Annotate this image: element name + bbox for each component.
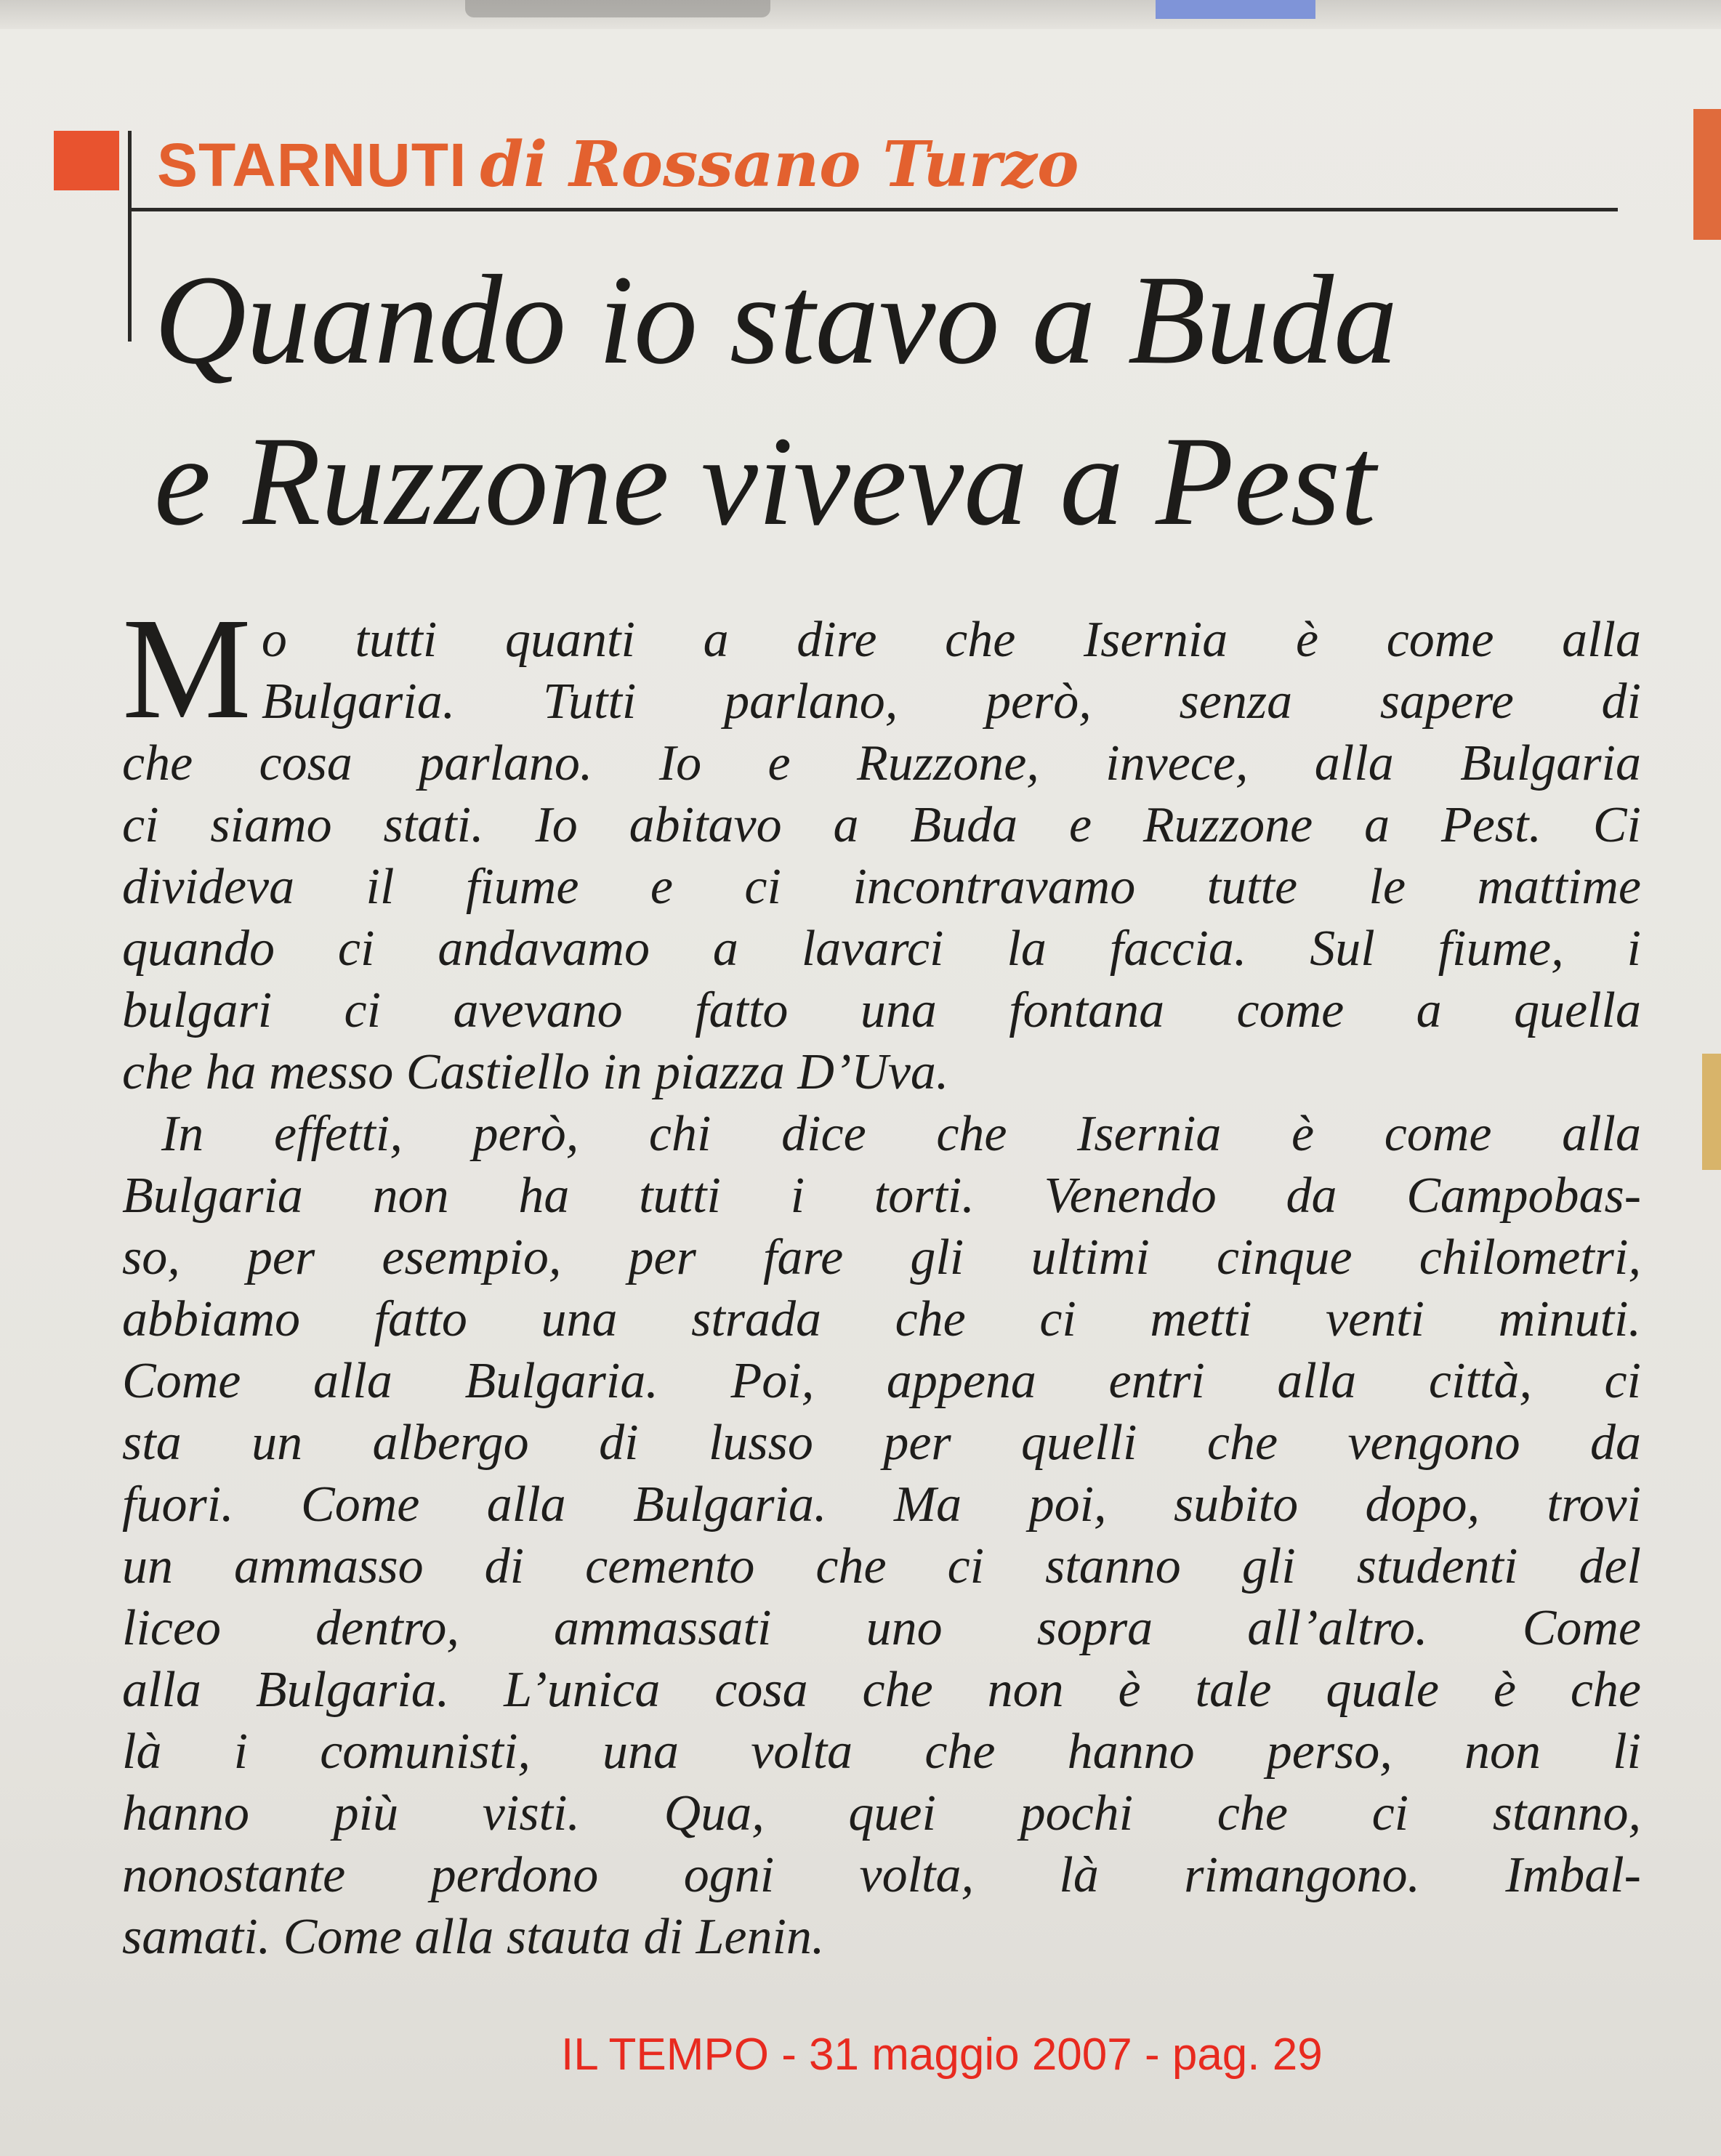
cropped-blue-box (1156, 0, 1315, 19)
article-line: Bulgaria. Tutti parlano, però, senza sapere di (261, 674, 1641, 730)
cropped-text-fragment (465, 0, 770, 17)
article-line: samati. Come alla stauta di Lenin. (122, 1909, 825, 1965)
article-line: là i comunisti, una volta che hanno perso, non li (122, 1724, 1641, 1780)
article-line: Come alla Bulgaria. Poi, appena entri alla città, ci (122, 1353, 1641, 1409)
headline-line-1: Quando io stavo a Buda (154, 249, 1398, 391)
headline-line-2: e Ruzzone viveva a Pest (154, 411, 1377, 552)
article-line: bulgari ci avevano fatto una fontana come a quella (122, 982, 1641, 1038)
article-line: alla Bulgaria. L’unica cosa che non è tale quale è che (122, 1662, 1641, 1718)
article-line: so, per esempio, per fare gli ultimi cinque chilometri, (122, 1230, 1641, 1285)
article-line: hanno più visti. Qua, quei pochi che ci stanno, (122, 1785, 1641, 1841)
rubric-vertical-rule (128, 131, 132, 342)
article-line: sta un albergo di lusso per quelli che vengono da (122, 1415, 1641, 1471)
author-byline: di Rossano Turzo (480, 128, 1079, 201)
article-body (122, 589, 1641, 1968)
column-kicker (157, 128, 1079, 209)
article-line: fuori. Come alla Bulgaria. Ma poi, subito dopo, trovi (122, 1477, 1641, 1533)
rubric-square-icon (54, 131, 119, 190)
article-line: che ha messo Castiello in piazza D’Uva. (122, 1044, 949, 1100)
cropped-orange-box (1693, 109, 1721, 240)
headline (154, 240, 1644, 562)
article-line: quando ci andavamo a lavarci la faccia. Sul fiume, i (122, 921, 1641, 977)
article-line: liceo dentro, ammassati uno sopra all’altro. Come (122, 1600, 1641, 1656)
article-line: ci siamo stati. Io abitavo a Buda e Ruzzone a Pest. Ci (122, 797, 1641, 853)
article-line: nonostante perdono ogni volta, là rimangono. Imbal- (122, 1847, 1641, 1903)
drop-cap: M (122, 589, 251, 749)
article-line: Bulgaria non ha tutti i torti. Venendo da Campobas- (122, 1168, 1641, 1224)
article-line: o tutti quanti a dire che Isernia è come alla (261, 612, 1641, 668)
article-line: abbiamo fatto una strada che ci metti venti minuti. (122, 1291, 1641, 1347)
rubric-name: STARNUTI (157, 131, 467, 199)
article-line: che cosa parlano. Io e Ruzzone, invece, alla Bulgaria (122, 735, 1641, 791)
cropped-yellow-box (1702, 1054, 1721, 1170)
source-caption: IL TEMPO - 31 maggio 2007 - pag. 29 (561, 2030, 1323, 2080)
previous-article-edge (0, 0, 1721, 29)
article-line: divideva il fiume e ci incontravamo tutte le mattime (122, 859, 1641, 915)
article-line: un ammasso di cemento che ci stanno gli studenti del (122, 1538, 1641, 1594)
article-line: In effetti, però, chi dice che Isernia è come alla (161, 1106, 1641, 1162)
